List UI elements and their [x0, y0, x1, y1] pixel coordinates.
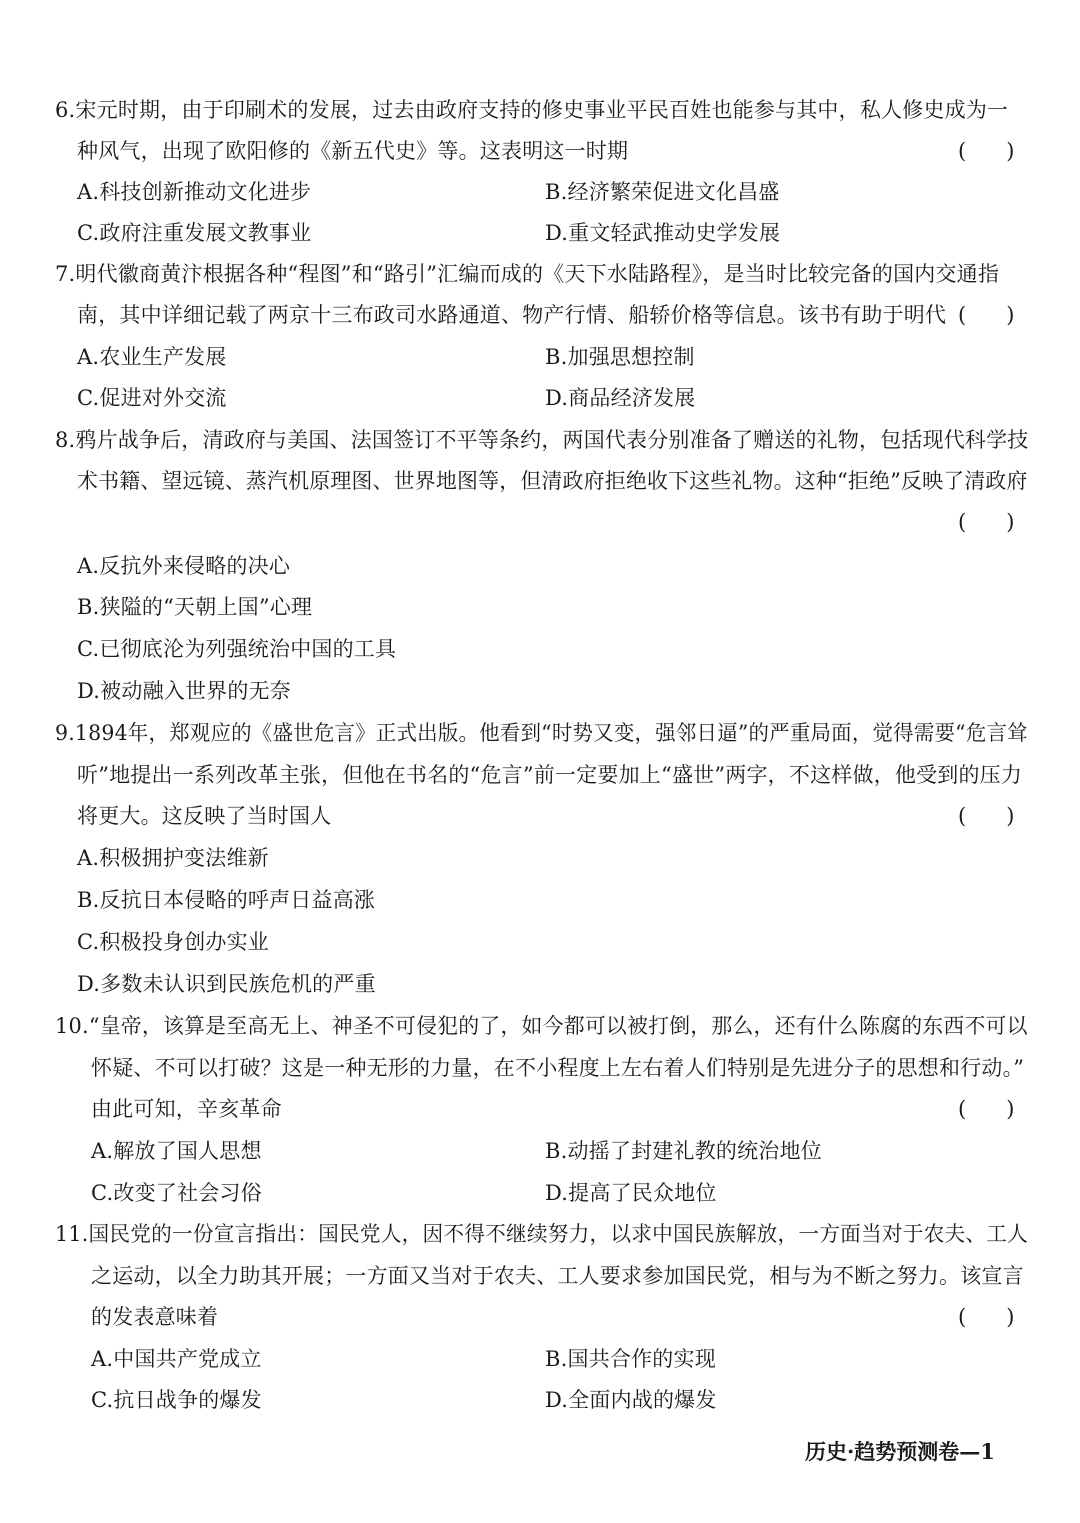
answer-blank: ( ) [958, 1305, 1015, 1329]
answer-blank: ( ) [958, 303, 1015, 327]
question-9-stem-line-2: 听”地提出一系列改革主张，但他在书名的“危言”前一定要加上“盛世”两字，不这样做，他受到的压力 [77, 763, 1023, 787]
question-7-option-a: A.农业生产发展 [77, 345, 227, 369]
question-7-stem-line-2: 南，其中详细记载了两京十三布政司水路通道、物产行情、船轿价格等信息。该书有助于明代 [77, 303, 947, 327]
question-8-stem-line-1: 8.鸦片战争后，清政府与美国、法国签订不平等条约，两国代表分别准备了赠送的礼物，包括现代科学技 [55, 428, 1029, 452]
question-10-stem-line-2: 怀疑、不可以打破？这是一种无形的力量，在不小程度上左右着人们特别是先进分子的思想和行动。” [91, 1056, 1025, 1080]
question-6-stem-line-1: 6.宋元时期，由于印刷术的发展，过去由政府支持的修史事业平民百姓也能参与其中，私人修史成为一 [55, 98, 1009, 122]
question-11-option-a: A.中国共产党成立 [91, 1347, 262, 1371]
question-7-option-d: D.商品经济发展 [545, 386, 696, 410]
question-11-option-c: C.抗日战争的爆发 [91, 1388, 262, 1412]
question-10-option-c: C.改变了社会习俗 [91, 1181, 262, 1205]
question-6-option-d: D.重文轻武推动史学发展 [545, 221, 781, 245]
question-10-option-b: B.动摇了封建礼教的统治地位 [545, 1139, 822, 1163]
page-footer: 历史·趋势预测卷—1 [805, 1439, 995, 1464]
question-8-option-d: D.被动融入世界的无奈 [77, 679, 291, 703]
question-9-option-b: B.反抗日本侵略的呼声日益高涨 [77, 888, 376, 912]
question-7-option-b: B.加强思想控制 [545, 345, 695, 369]
question-8-option-b: B.狭隘的“天朝上国”心理 [77, 595, 313, 619]
question-7-option-c: C.促进对外交流 [77, 386, 227, 410]
question-10-option-a: A.解放了国人思想 [91, 1139, 262, 1163]
question-9-stem-line-1: 9.1894年，郑观应的《盛世危言》正式出版。他看到“时势又变，强邻日逼”的严重局面，觉得需要“危言耸 [55, 721, 1028, 745]
question-11-option-d: D.全面内战的爆发 [545, 1388, 717, 1412]
question-8-stem-line-2: 术书籍、望远镜、蒸汽机原理图、世界地图等，但清政府拒绝收下这些礼物。这种“拒绝”反映了清政府 [77, 469, 1028, 493]
question-7-stem-line-1: 7.明代徽商黄汴根据各种“程图”和“路引”汇编而成的《天下水陆路程》，是当时比较完备的国内交通指 [55, 262, 1000, 286]
answer-blank: ( ) [958, 1097, 1015, 1121]
question-9-option-d: D.多数未认识到民族危机的严重 [77, 972, 376, 996]
question-9-option-a: A.积极拥护变法维新 [77, 846, 269, 870]
question-6-stem-line-2: 种风气，出现了欧阳修的《新五代史》等。这表明这一时期 [77, 139, 629, 163]
question-9-option-c: C.积极投身创办实业 [77, 930, 269, 954]
question-10-stem-line-3: 由此可知，辛亥革命 [91, 1097, 282, 1121]
answer-blank: ( ) [958, 804, 1015, 828]
question-6-option-a: A.科技创新推动文化进步 [77, 180, 312, 204]
question-11-stem-line-3: 的发表意味着 [91, 1305, 219, 1329]
answer-blank: ( ) [958, 510, 1015, 534]
question-9-stem-line-3: 将更大。这反映了当时国人 [77, 804, 332, 828]
question-10-stem-line-1: 10.“皇帝，该算是至高无上、神圣不可侵犯的了，如今都可以被打倒，那么，还有什么陈腐的东西不可以 [55, 1014, 1028, 1038]
question-8-option-c: C.已彻底沦为列强统治中国的工具 [77, 637, 397, 661]
question-11-stem-line-2: 之运动，以全力助其开展；一方面又当对于农夫、工人要求参加国民党，相与为不断之努力。该宣言 [91, 1264, 1024, 1288]
question-10-option-d: D.提高了民众地位 [545, 1181, 717, 1205]
question-11-option-b: B.国共合作的实现 [545, 1347, 716, 1371]
question-11-stem-line-1: 11.国民党的一份宣言指出：国民党人，因不得不继续努力，以求中国民族解放，一方面当对于农夫、工人 [55, 1222, 1028, 1246]
question-8-option-a: A.反抗外来侵略的决心 [77, 554, 291, 578]
question-6-option-b: B.经济繁荣促进文化昌盛 [545, 180, 780, 204]
answer-blank: ( ) [958, 139, 1015, 163]
question-6-option-c: C.政府注重发展文教事业 [77, 221, 312, 245]
